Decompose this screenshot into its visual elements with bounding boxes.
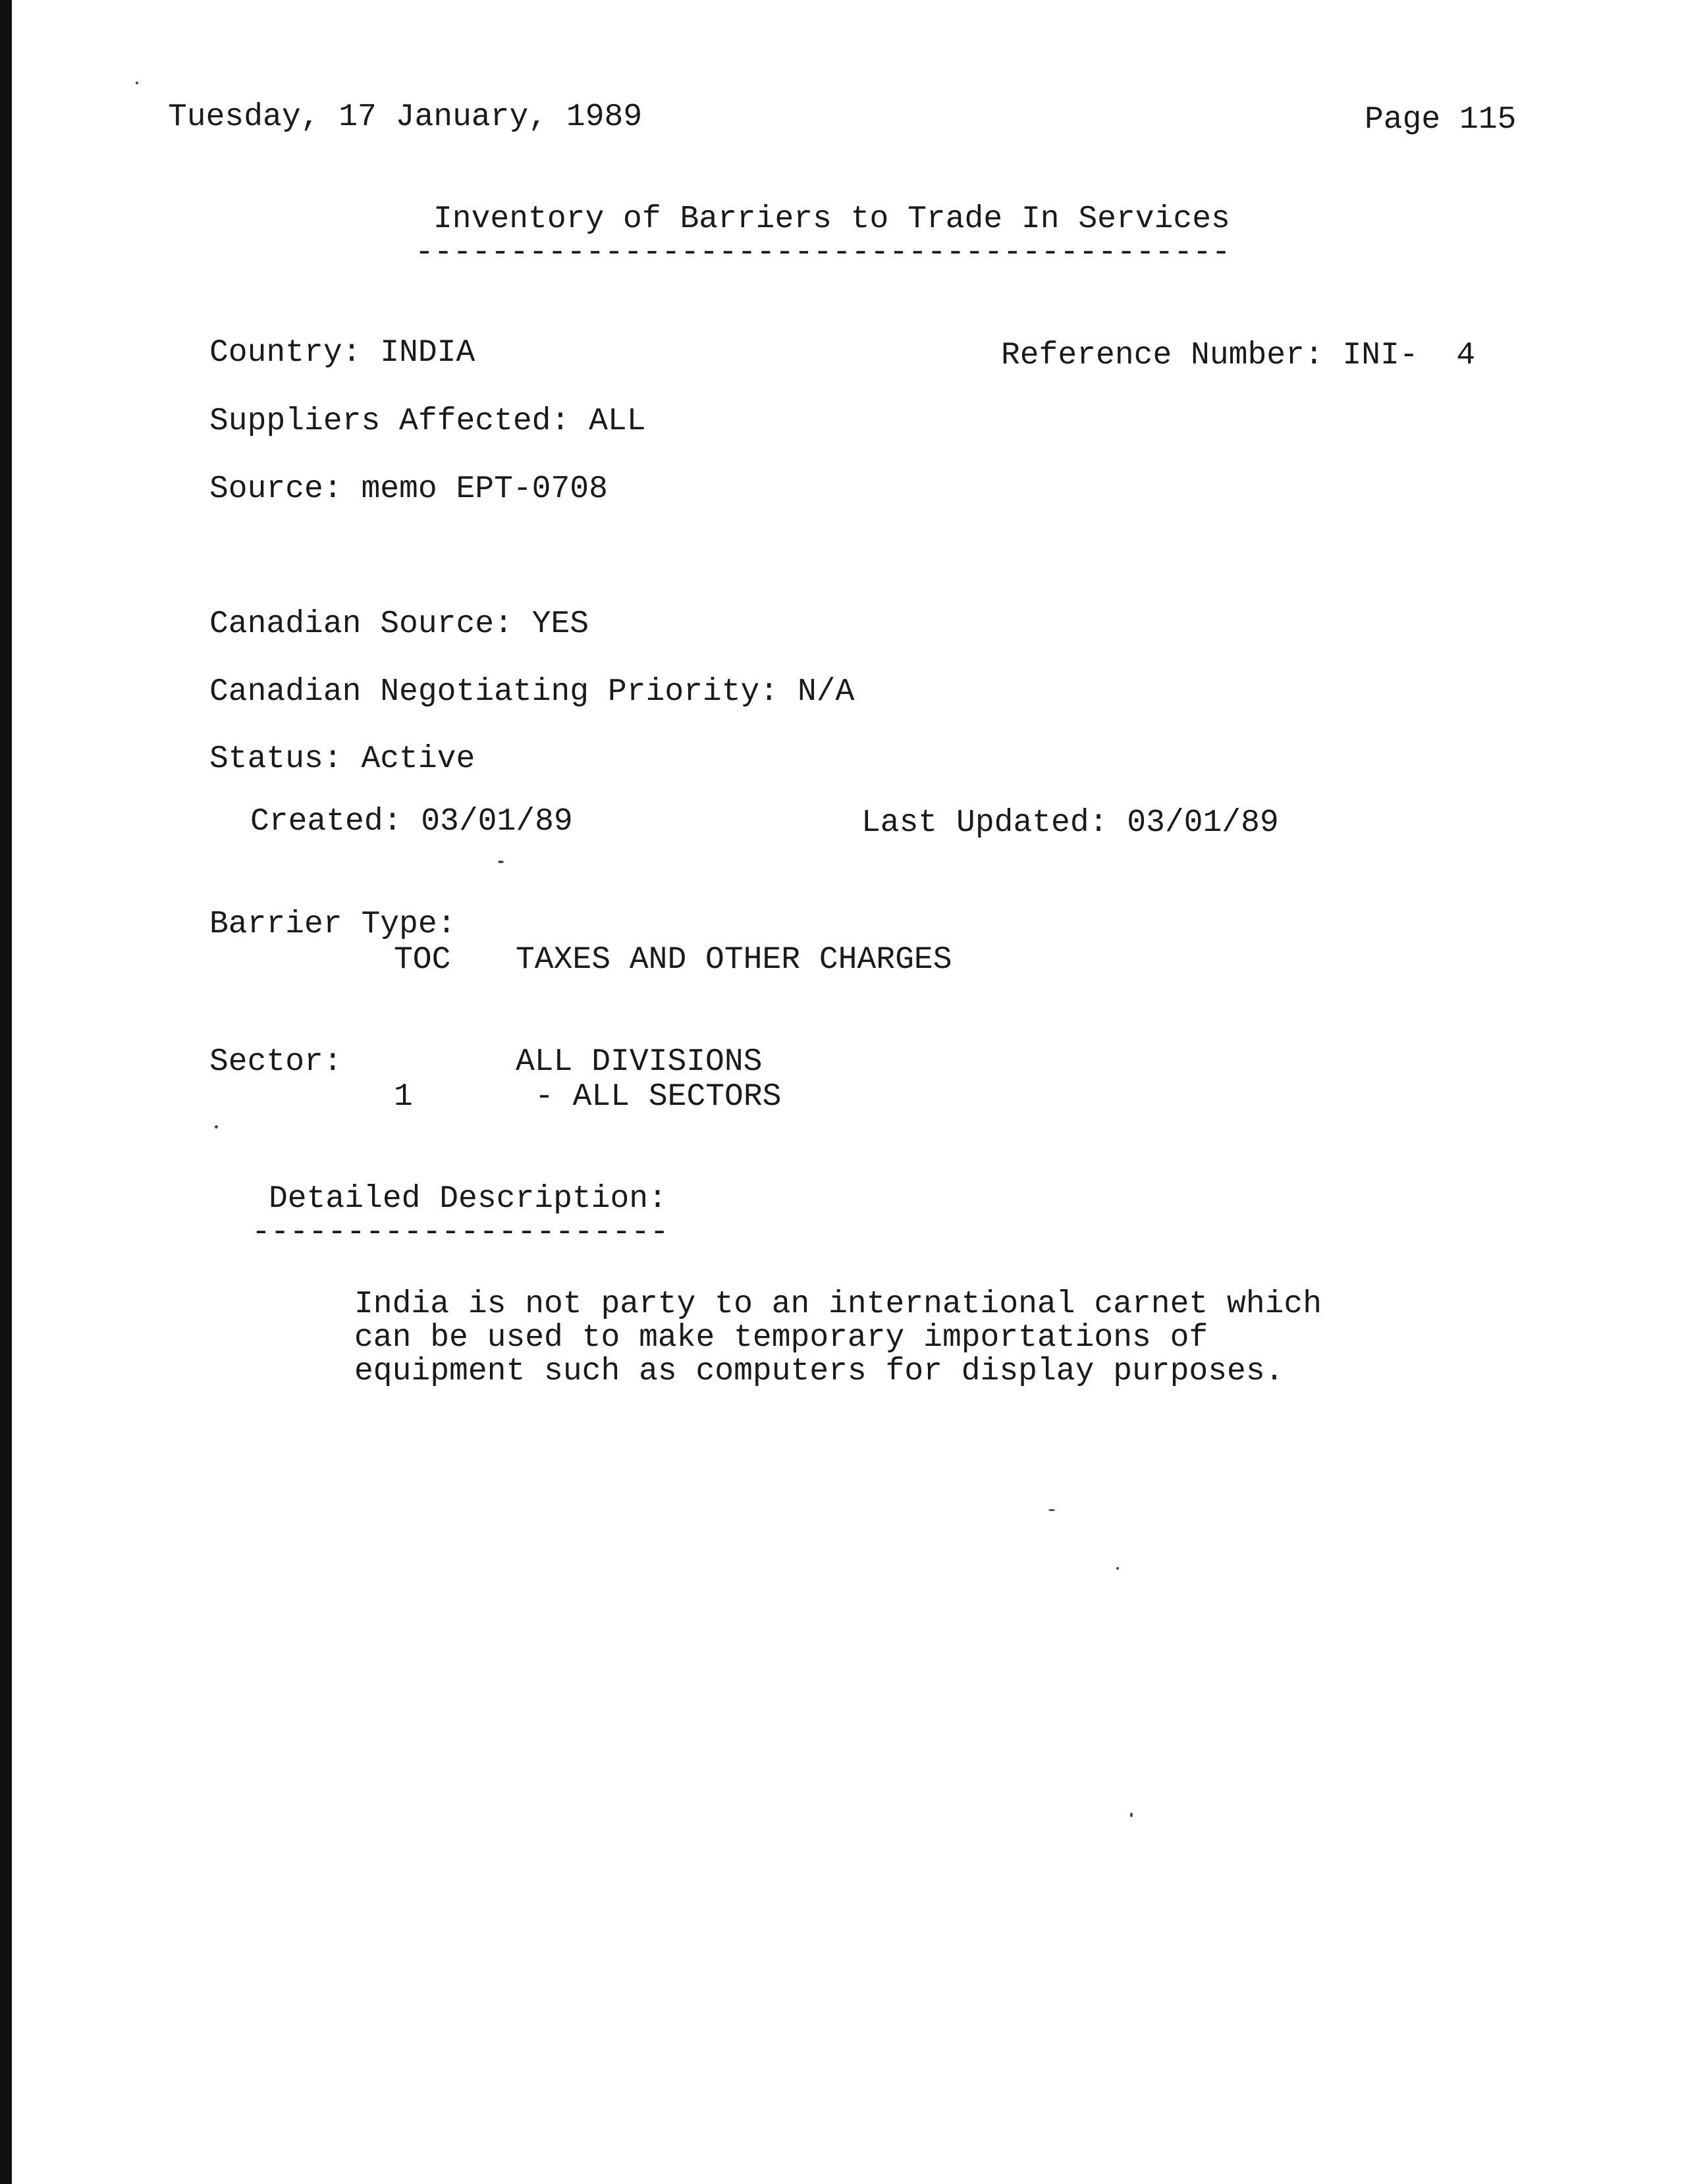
- scan-speck: [1048, 1509, 1055, 1511]
- reference-number-field: Reference Number: INI- 4: [1001, 338, 1476, 373]
- title-underline: -------------------------------------------: [415, 235, 1231, 271]
- scan-speck: [136, 82, 138, 84]
- description-underline: ----------------------: [252, 1215, 669, 1250]
- description-line: equipment such as computers for display purposes.: [354, 1354, 1284, 1389]
- last-updated-field: Last Updated: 03/01/89: [861, 805, 1279, 841]
- description-line: India is not party to an international carnet which: [354, 1287, 1322, 1322]
- created-date-field: Created: 03/01/89: [250, 804, 573, 839]
- country-field: Country: INDIA: [209, 335, 475, 371]
- scan-speck: [1130, 1813, 1133, 1817]
- scan-speck: [1116, 1567, 1119, 1570]
- sector-number: 1: [394, 1079, 413, 1115]
- scan-speck: [215, 1125, 218, 1129]
- source-field: Source: memo EPT-0708: [209, 471, 608, 507]
- sector-label: Sector:: [209, 1044, 342, 1080]
- page-number: Page 115: [1365, 102, 1517, 138]
- sector-division: ALL DIVISIONS: [516, 1044, 763, 1080]
- suppliers-affected-field: Suppliers Affected: ALL: [209, 404, 646, 439]
- barrier-type-name: TAXES AND OTHER CHARGES: [516, 942, 952, 978]
- barrier-type-label: Barrier Type:: [209, 907, 456, 942]
- scan-edge: [0, 0, 12, 2184]
- description-line: can be used to make temporary importations of: [354, 1320, 1208, 1356]
- barrier-type-code: TOC: [394, 942, 451, 978]
- status-field: Status: Active: [209, 741, 475, 777]
- negotiating-priority-field: Canadian Negotiating Priority: N/A: [209, 674, 855, 710]
- canadian-source-field: Canadian Source: YES: [209, 606, 589, 642]
- scan-speck: [498, 861, 504, 863]
- document-title: Inventory of Barriers to Trade In Services: [433, 201, 1230, 237]
- description-heading: Detailed Description:: [269, 1181, 667, 1217]
- header-date: Tuesday, 17 January, 1989: [168, 99, 643, 135]
- sector-name: - ALL SECTORS: [535, 1079, 782, 1115]
